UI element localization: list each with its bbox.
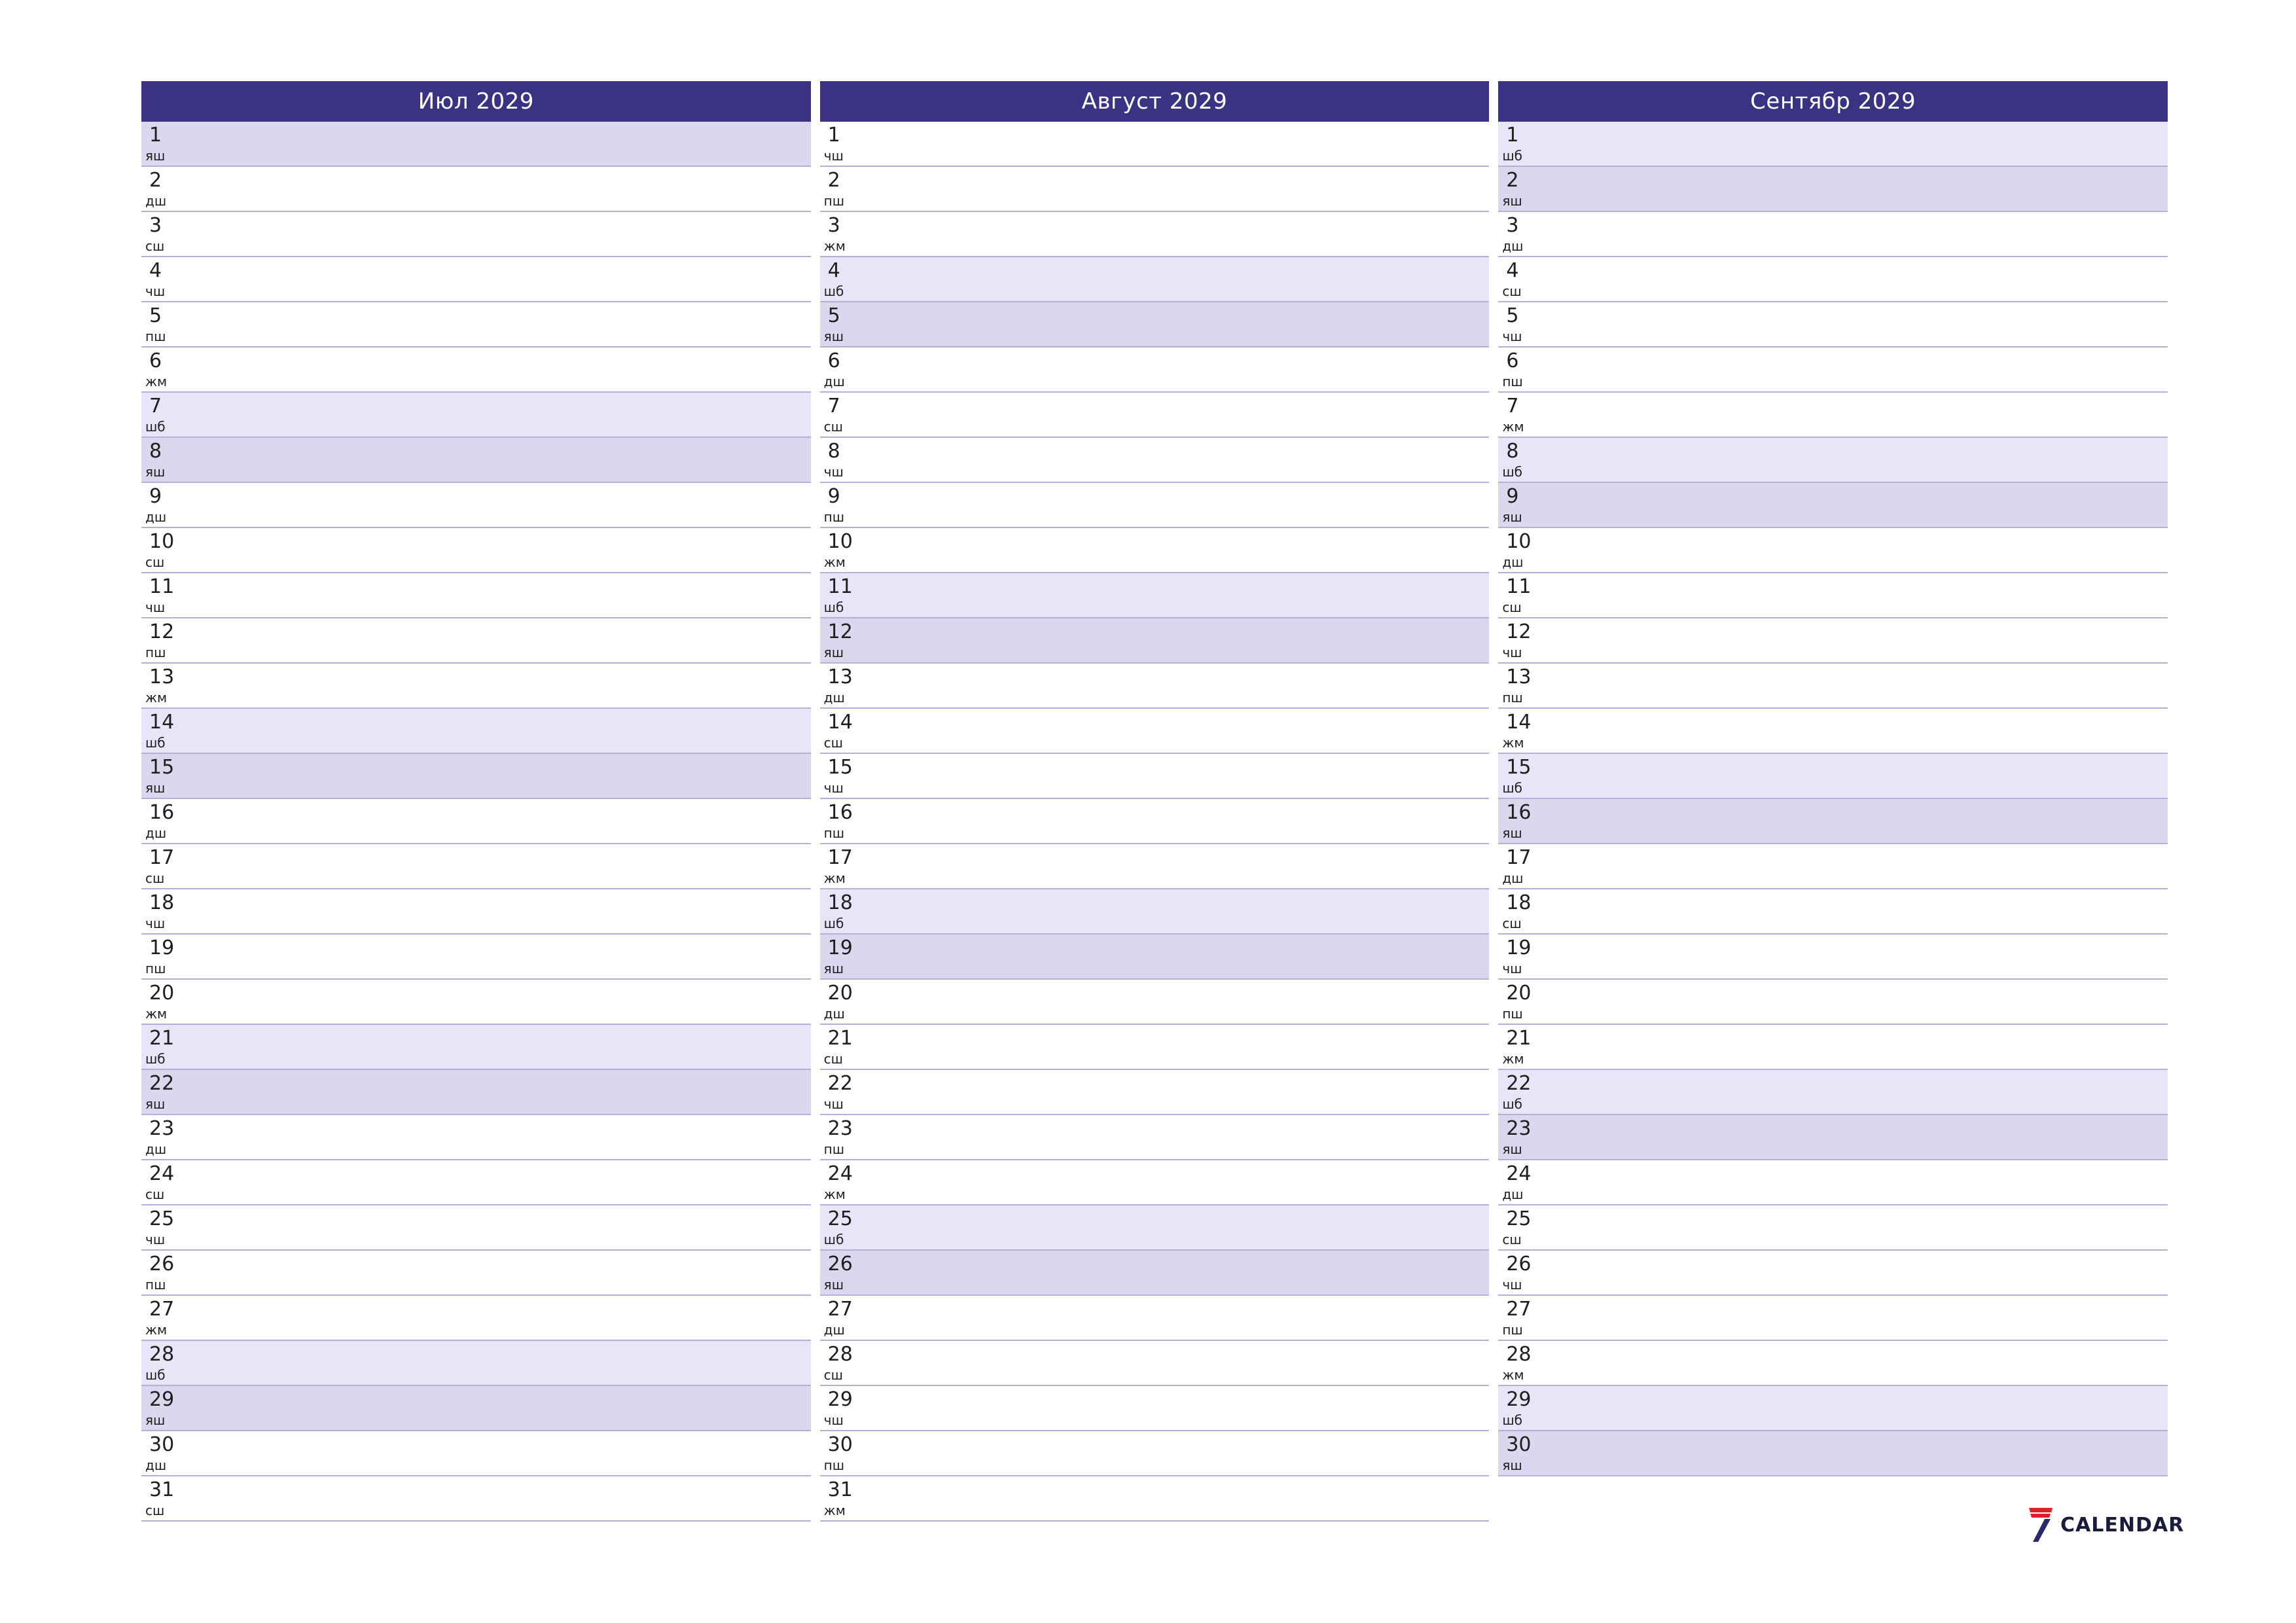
day-number: 30 xyxy=(827,1433,853,1456)
day-number: 3 xyxy=(1506,214,1519,237)
day-row xyxy=(820,1296,1490,1341)
day-number: 21 xyxy=(1506,1027,1532,1050)
day-row xyxy=(1498,167,2168,212)
weekday-label: дш xyxy=(145,825,167,841)
weekday-label: яш xyxy=(823,645,844,660)
weekday-label: шб xyxy=(823,283,844,299)
weekday-label: дш xyxy=(1502,238,1524,254)
day-number: 30 xyxy=(1506,1433,1532,1456)
month-header: Сентябр 2029 xyxy=(1498,81,2168,122)
weekday-label: сш xyxy=(1502,599,1522,615)
day-number: 26 xyxy=(827,1253,853,1275)
day-row xyxy=(141,1251,811,1296)
day-row xyxy=(820,257,1490,302)
weekday-label: дш xyxy=(1502,870,1524,886)
day-row xyxy=(141,1115,811,1160)
day-number: 4 xyxy=(827,259,840,282)
weekday-label: чш xyxy=(823,148,844,164)
day-number: 17 xyxy=(827,846,853,869)
day-number: 12 xyxy=(1506,620,1532,643)
day-row xyxy=(141,528,811,573)
day-number: 1 xyxy=(149,124,162,147)
weekday-label: дш xyxy=(145,1457,167,1473)
day-number: 25 xyxy=(1506,1207,1532,1230)
day-row xyxy=(820,1025,1490,1070)
day-number: 23 xyxy=(827,1117,853,1140)
day-number: 9 xyxy=(149,485,162,508)
weekday-label: пш xyxy=(145,961,166,976)
day-row xyxy=(820,980,1490,1025)
day-row xyxy=(141,257,811,302)
day-row xyxy=(820,528,1490,573)
day-list xyxy=(1498,122,2168,1476)
day-row xyxy=(820,212,1490,257)
day-number: 20 xyxy=(1506,982,1532,1005)
weekday-label: чш xyxy=(145,599,166,615)
day-row xyxy=(141,799,811,844)
weekday-label: чш xyxy=(823,464,844,480)
day-number: 21 xyxy=(149,1027,175,1050)
day-row xyxy=(820,889,1490,935)
weekday-label: сш xyxy=(145,554,165,570)
day-row xyxy=(820,1386,1490,1431)
day-number: 22 xyxy=(149,1072,175,1095)
day-number: 3 xyxy=(827,214,840,237)
day-number: 27 xyxy=(149,1298,175,1321)
weekday-label: пш xyxy=(1502,1322,1523,1338)
day-row xyxy=(141,1476,811,1522)
day-number: 19 xyxy=(827,936,853,959)
weekday-label: дш xyxy=(823,1322,845,1338)
weekday-label: чш xyxy=(145,916,166,931)
weekday-label: сш xyxy=(145,870,165,886)
day-row xyxy=(141,664,811,709)
day-row xyxy=(1498,1115,2168,1160)
day-number: 18 xyxy=(827,891,853,914)
day-number: 5 xyxy=(827,304,840,327)
day-row xyxy=(820,1341,1490,1386)
day-number: 2 xyxy=(1506,169,1519,192)
day-number: 28 xyxy=(1506,1343,1532,1366)
weekday-label: жм xyxy=(145,374,168,389)
day-number: 9 xyxy=(1506,485,1519,508)
day-number: 24 xyxy=(1506,1162,1532,1185)
day-row xyxy=(1498,889,2168,935)
weekday-label: сш xyxy=(823,1051,843,1067)
day-row xyxy=(820,1476,1490,1522)
weekday-label: яш xyxy=(145,464,166,480)
day-number: 25 xyxy=(149,1207,175,1230)
weekday-label: жм xyxy=(1502,419,1524,435)
day-number: 15 xyxy=(827,756,853,779)
day-row xyxy=(820,664,1490,709)
weekday-label: пш xyxy=(145,329,166,344)
weekday-label: шб xyxy=(1502,780,1522,796)
day-row xyxy=(1498,257,2168,302)
weekday-label: пш xyxy=(145,1277,166,1293)
day-row xyxy=(1498,844,2168,889)
day-row xyxy=(820,1431,1490,1476)
day-row xyxy=(141,573,811,618)
day-number: 4 xyxy=(149,259,162,282)
day-row xyxy=(820,167,1490,212)
day-list xyxy=(141,122,811,1522)
day-number: 18 xyxy=(1506,891,1532,914)
day-number: 28 xyxy=(149,1343,175,1366)
weekday-label: сш xyxy=(1502,1232,1522,1247)
weekday-label: пш xyxy=(1502,374,1523,389)
day-number: 23 xyxy=(149,1117,175,1140)
day-row xyxy=(141,483,811,528)
weekday-label: жм xyxy=(823,870,846,886)
weekday-label: сш xyxy=(1502,916,1522,931)
weekday-label: жм xyxy=(823,1186,846,1202)
weekday-label: дш xyxy=(1502,1186,1524,1202)
weekday-label: яш xyxy=(1502,1141,1522,1157)
day-number: 20 xyxy=(827,982,853,1005)
weekday-label: шб xyxy=(1502,148,1522,164)
day-row xyxy=(1498,438,2168,483)
weekday-label: сш xyxy=(823,735,843,751)
day-number: 13 xyxy=(827,666,853,688)
weekday-label: шб xyxy=(1502,464,1522,480)
day-row xyxy=(1498,1386,2168,1431)
day-number: 20 xyxy=(149,982,175,1005)
day-number: 23 xyxy=(1506,1117,1532,1140)
day-row xyxy=(820,122,1490,167)
weekday-label: жм xyxy=(823,1503,846,1518)
day-number: 22 xyxy=(1506,1072,1532,1095)
day-row xyxy=(1498,212,2168,257)
day-row xyxy=(1498,664,2168,709)
day-row xyxy=(1498,618,2168,664)
day-number: 25 xyxy=(827,1207,853,1230)
brand-logo[interactable] xyxy=(2028,1507,2184,1543)
weekday-label: жм xyxy=(1502,1051,1524,1067)
day-row xyxy=(141,844,811,889)
weekday-label: чш xyxy=(1502,1277,1522,1293)
day-number: 8 xyxy=(149,440,162,463)
weekday-label: шб xyxy=(145,1051,166,1067)
weekday-label: яш xyxy=(823,961,844,976)
day-number: 22 xyxy=(827,1072,853,1095)
day-row xyxy=(141,122,811,167)
day-number: 24 xyxy=(149,1162,175,1185)
weekday-label: дш xyxy=(145,193,167,209)
day-number: 29 xyxy=(1506,1388,1532,1411)
day-number: 26 xyxy=(1506,1253,1532,1275)
day-number: 2 xyxy=(827,169,840,192)
weekday-label: дш xyxy=(145,509,167,525)
day-number: 5 xyxy=(149,304,162,327)
day-row xyxy=(1498,1205,2168,1251)
weekday-label: сш xyxy=(145,238,165,254)
day-row xyxy=(820,483,1490,528)
day-row xyxy=(141,1431,811,1476)
weekday-label: шб xyxy=(823,1232,844,1247)
day-number: 14 xyxy=(827,711,853,734)
month-header: Август 2029 xyxy=(820,81,1490,122)
day-number: 11 xyxy=(827,575,853,598)
day-row xyxy=(1498,483,2168,528)
weekday-label: чш xyxy=(1502,329,1522,344)
weekday-label: жм xyxy=(823,554,846,570)
weekday-label: жм xyxy=(145,1322,168,1338)
weekday-label: жм xyxy=(823,238,846,254)
weekday-label: пш xyxy=(823,1141,845,1157)
weekday-label: сш xyxy=(1502,283,1522,299)
weekday-label: дш xyxy=(145,1141,167,1157)
day-number: 14 xyxy=(149,711,175,734)
day-row xyxy=(1498,935,2168,980)
day-row xyxy=(1498,1070,2168,1115)
day-number: 9 xyxy=(827,485,840,508)
day-number: 27 xyxy=(1506,1298,1532,1321)
weekday-label: дш xyxy=(823,1006,845,1022)
day-number: 11 xyxy=(1506,575,1532,598)
weekday-label: сш xyxy=(823,1367,843,1383)
day-row xyxy=(820,302,1490,348)
day-number: 30 xyxy=(149,1433,175,1456)
weekday-label: яш xyxy=(1502,193,1522,209)
day-number: 31 xyxy=(149,1478,175,1501)
weekday-label: пш xyxy=(823,193,845,209)
day-number: 7 xyxy=(1506,395,1519,418)
day-row xyxy=(1498,1025,2168,1070)
day-number: 1 xyxy=(1506,124,1519,147)
day-row xyxy=(820,393,1490,438)
day-row xyxy=(141,935,811,980)
weekday-label: дш xyxy=(823,690,845,705)
day-row xyxy=(141,212,811,257)
weekday-label: сш xyxy=(145,1186,165,1202)
day-number: 2 xyxy=(149,169,162,192)
weekday-label: чш xyxy=(823,1096,844,1112)
day-row xyxy=(141,980,811,1025)
weekday-label: пш xyxy=(823,1457,845,1473)
day-number: 14 xyxy=(1506,711,1532,734)
weekday-label: яш xyxy=(1502,509,1522,525)
weekday-label: чш xyxy=(1502,645,1522,660)
day-row xyxy=(820,438,1490,483)
day-row xyxy=(141,302,811,348)
day-number: 19 xyxy=(1506,936,1532,959)
day-row xyxy=(141,1386,811,1431)
weekday-label: яш xyxy=(145,1096,166,1112)
day-number: 16 xyxy=(827,801,853,824)
weekday-label: шб xyxy=(145,419,166,435)
day-row xyxy=(1498,528,2168,573)
day-row xyxy=(1498,709,2168,754)
day-number: 13 xyxy=(149,666,175,688)
weekday-label: пш xyxy=(823,825,845,841)
brand-text: CALENDAR xyxy=(2060,1513,2185,1537)
weekday-label: шб xyxy=(823,599,844,615)
weekday-label: яш xyxy=(145,1412,166,1428)
day-row xyxy=(1498,1296,2168,1341)
day-row xyxy=(141,1341,811,1386)
day-number: 28 xyxy=(827,1343,853,1366)
day-number: 10 xyxy=(149,530,175,553)
weekday-label: яш xyxy=(1502,825,1522,841)
month-column-september xyxy=(1498,81,2168,1522)
day-row xyxy=(1498,1431,2168,1476)
day-row xyxy=(1498,393,2168,438)
day-row xyxy=(820,1115,1490,1160)
weekday-label: шб xyxy=(823,916,844,931)
day-row xyxy=(141,1160,811,1205)
day-number: 16 xyxy=(1506,801,1532,824)
weekday-label: пш xyxy=(145,645,166,660)
weekday-label: сш xyxy=(823,419,843,435)
day-row xyxy=(820,844,1490,889)
day-row xyxy=(1498,1160,2168,1205)
weekday-label: шб xyxy=(1502,1096,1522,1112)
day-number: 17 xyxy=(1506,846,1532,869)
day-number: 17 xyxy=(149,846,175,869)
weekday-label: чш xyxy=(823,780,844,796)
month-column-august xyxy=(820,81,1490,1522)
weekday-label: чш xyxy=(145,1232,166,1247)
day-number: 8 xyxy=(1506,440,1519,463)
day-row xyxy=(1498,754,2168,799)
day-row xyxy=(820,1070,1490,1115)
day-number: 29 xyxy=(149,1388,175,1411)
weekday-label: яш xyxy=(145,148,166,164)
day-list xyxy=(820,122,1490,1522)
day-number: 31 xyxy=(827,1478,853,1501)
day-number: 24 xyxy=(827,1162,853,1185)
month-header: Июл 2029 xyxy=(141,81,811,122)
weekday-label: чш xyxy=(1502,961,1522,976)
day-number: 11 xyxy=(149,575,175,598)
day-number: 16 xyxy=(149,801,175,824)
weekday-label: яш xyxy=(1502,1457,1522,1473)
weekday-label: жм xyxy=(1502,1367,1524,1383)
day-row xyxy=(1498,1341,2168,1386)
weekday-label: пш xyxy=(1502,1006,1523,1022)
weekday-label: яш xyxy=(823,1277,844,1293)
day-row xyxy=(1498,980,2168,1025)
day-row xyxy=(1498,573,2168,618)
day-row xyxy=(820,1160,1490,1205)
day-number: 10 xyxy=(1506,530,1532,553)
day-number: 5 xyxy=(1506,304,1519,327)
weekday-label: чш xyxy=(823,1412,844,1428)
day-row xyxy=(141,1296,811,1341)
weekday-label: пш xyxy=(823,509,845,525)
day-number: 15 xyxy=(1506,756,1532,779)
day-number: 27 xyxy=(827,1298,853,1321)
day-number: 3 xyxy=(149,214,162,237)
day-row xyxy=(1498,1251,2168,1296)
day-row xyxy=(141,618,811,664)
day-number: 4 xyxy=(1506,259,1519,282)
day-row xyxy=(820,1251,1490,1296)
day-number: 19 xyxy=(149,936,175,959)
day-row xyxy=(141,393,811,438)
calendar-grid xyxy=(141,81,2168,1522)
day-row xyxy=(141,1025,811,1070)
day-row xyxy=(1498,348,2168,393)
day-number: 12 xyxy=(827,620,853,643)
weekday-label: шб xyxy=(145,735,166,751)
day-row xyxy=(141,1205,811,1251)
seven-logo-icon xyxy=(2028,1507,2054,1543)
day-number: 7 xyxy=(149,395,162,418)
weekday-label: шб xyxy=(1502,1412,1522,1428)
weekday-label: жм xyxy=(145,1006,168,1022)
day-row xyxy=(820,1205,1490,1251)
day-row xyxy=(820,618,1490,664)
day-row xyxy=(1498,799,2168,844)
day-row xyxy=(141,754,811,799)
day-number: 10 xyxy=(827,530,853,553)
day-number: 29 xyxy=(827,1388,853,1411)
weekday-label: жм xyxy=(1502,735,1524,751)
day-number: 8 xyxy=(827,440,840,463)
day-number: 18 xyxy=(149,891,175,914)
day-row xyxy=(820,348,1490,393)
day-row xyxy=(141,438,811,483)
weekday-label: шб xyxy=(145,1367,166,1383)
weekday-label: пш xyxy=(1502,690,1523,705)
day-row xyxy=(141,1070,811,1115)
day-row xyxy=(1498,122,2168,167)
day-row xyxy=(820,935,1490,980)
day-number: 21 xyxy=(827,1027,853,1050)
day-row xyxy=(1498,302,2168,348)
day-row xyxy=(820,573,1490,618)
weekday-label: яш xyxy=(823,329,844,344)
day-number: 13 xyxy=(1506,666,1532,688)
day-row xyxy=(820,709,1490,754)
day-number: 6 xyxy=(1506,349,1519,372)
day-number: 6 xyxy=(149,349,162,372)
day-row xyxy=(820,799,1490,844)
day-row xyxy=(820,754,1490,799)
weekday-label: дш xyxy=(1502,554,1524,570)
day-number: 26 xyxy=(149,1253,175,1275)
day-number: 6 xyxy=(827,349,840,372)
day-row xyxy=(141,167,811,212)
day-number: 1 xyxy=(827,124,840,147)
weekday-label: жм xyxy=(145,690,168,705)
day-number: 12 xyxy=(149,620,175,643)
day-row xyxy=(141,348,811,393)
weekday-label: чш xyxy=(145,283,166,299)
day-row xyxy=(141,889,811,935)
day-number: 7 xyxy=(827,395,840,418)
day-number: 15 xyxy=(149,756,175,779)
day-row xyxy=(141,709,811,754)
weekday-label: дш xyxy=(823,374,845,389)
weekday-label: сш xyxy=(145,1503,165,1518)
month-column-july xyxy=(141,81,811,1522)
weekday-label: яш xyxy=(145,780,166,796)
